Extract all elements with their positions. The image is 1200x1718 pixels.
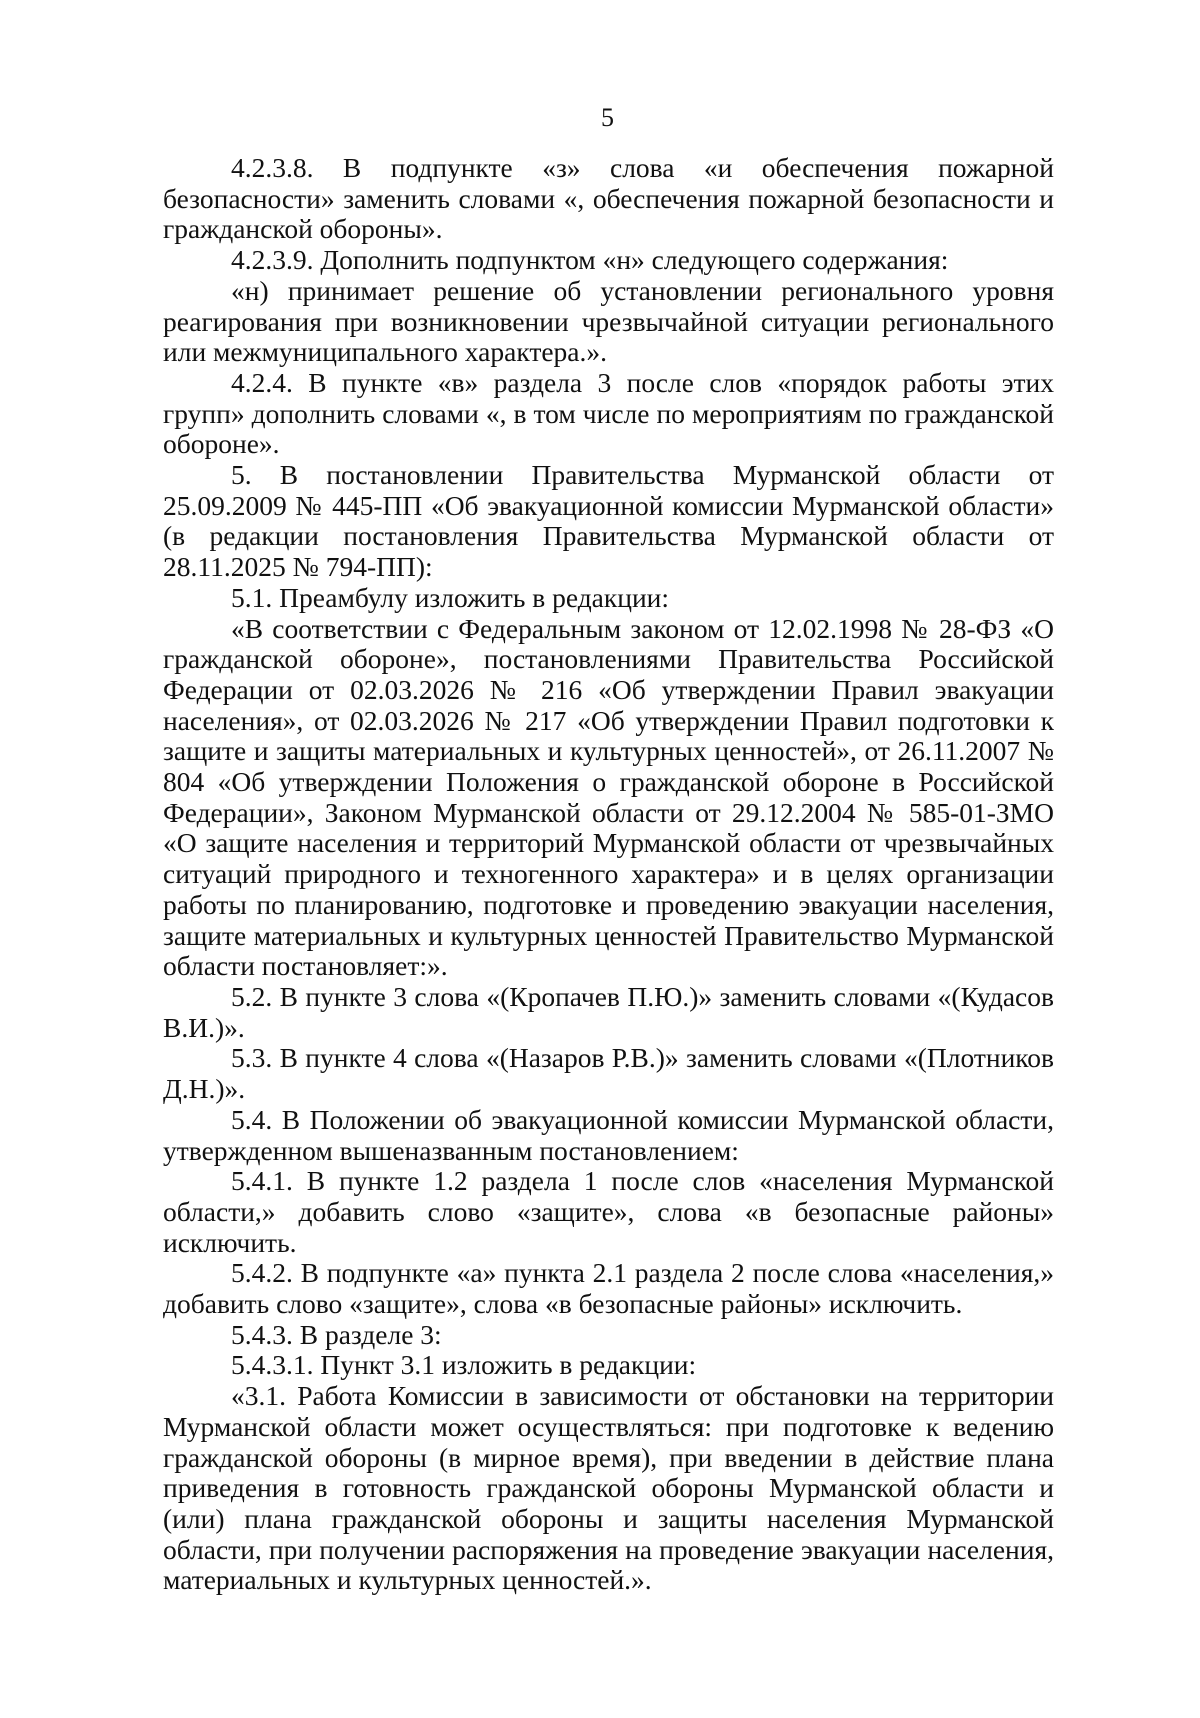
paragraph-5-4: 5.4. В Положении об эвакуационной комиссии Мурманской области, утвержденном вышеназванным постановлением:	[163, 1103, 1054, 1166]
paragraph-5-4-3-1: 5.4.3.1. Пункт 3.1 изложить в редакции:	[231, 1349, 697, 1381]
paragraph-5-4-1: 5.4.1. В пункте 1.2 раздела 1 после слов «населения Мурманской области,» добавить слово «защите», слова «в безопасные районы» исключить.	[163, 1165, 1054, 1258]
paragraph-5-2: 5.2. В пункте 3 слова «(Кропачев П.Ю.)» заменить словами «(Кудасов В.И.)».	[163, 980, 1054, 1043]
paragraph-5-3: 5.3. В пункте 4 слова «(Назаров Р.В.)» заменить словами «(Плотников Д.Н.)».	[163, 1042, 1054, 1105]
paragraph-preamble-quote: «В соответствии с Федеральным законом от 12.02.1998 № 28-ФЗ «О гражданской обороне», постановлениями Правительства Российской Федерации от 02.03.2026 № 216 «Об утверждении Правил эвакуации населения», от 02.03.2026 № 217 «Об утверждении Правил подготовки к защите и защиты материальных и культурных ценностей», от 26.11.2007 № 804 «Об утверждении Положения о гражданской обороне в Российской Федерации», Законом Мурманской области от 29.12.2004 № 585-01-ЗМО «О защите населения и территорий Мурманской области от чрезвычайных ситуаций природного и техногенного характера» и в целях организации работы по планированию, подготовке и проведению эвакуации населения, защите материальных и культурных ценностей Правительство Мурманской области постановляет:».	[163, 612, 1054, 982]
paragraph-4-2-3-8: 4.2.3.8. В подпункте «з» слова «и обеспечения пожарной безопасности» заменить словами «, обеспечения пожарной безопасности и гражданской обороны».	[163, 152, 1054, 245]
paragraph-5-4-2: 5.4.2. В подпункте «а» пункта 2.1 раздела 2 после слова «населения,» добавить слово «защите», слова «в безопасные районы» исключить.	[163, 1257, 1054, 1320]
paragraph-5: 5. В постановлении Правительства Мурманской области от 25.09.2009 № 445-ПП «Об эвакуационной комиссии Мурманской области» (в редакции постановления Правительства Мурманской области от 28.11.2025 № 794-ПП):	[163, 459, 1054, 583]
paragraph-3-1-quote: «3.1. Работа Комиссии в зависимости от обстановки на территории Мурманской области может осуществляться: при подготовке к ведению гражданской обороны (в мирное время), при введении в действие плана приведения в готовность гражданской обороны Мурманской области и (или) плана гражданской обороны и защиты населения Мурманской области, при получении распоряжения на проведение эвакуации населения, материальных и культурных ценностей.».	[163, 1380, 1054, 1596]
paragraph-5-1: 5.1. Преамбулу изложить в редакции:	[231, 581, 670, 613]
paragraph-4-2-3-9: 4.2.3.9. Дополнить подпунктом «н» следующего содержания:	[231, 244, 949, 276]
paragraph-4-2-4: 4.2.4. В пункте «в» раздела 3 после слов «порядок работы этих групп» дополнить словами «, в том числе по мероприятиям по гражданской обороне».	[163, 366, 1054, 460]
paragraph-5-4-3: 5.4.3. В разделе 3:	[231, 1318, 442, 1350]
paragraph-subpoint-n: «н) принимает решение об установлении регионального уровня реагирования при возникновении чрезвычайной ситуации регионального или межмуниципального характера.».	[163, 274, 1054, 368]
document-body	[163, 153, 1054, 1596]
page-number: 5	[601, 103, 614, 132]
